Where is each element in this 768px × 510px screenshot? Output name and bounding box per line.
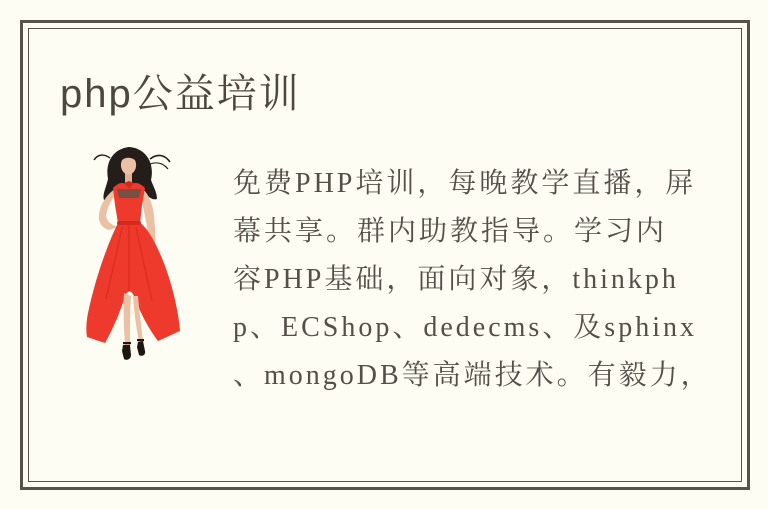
article-text [233,160,712,400]
model-illustration [84,143,190,375]
article-line-4: p、ECShop、dedecms、及sphinx [233,312,697,343]
article-line-2: 幕共享。群内助教指导。学习内 [233,216,668,247]
model-in-red-dress-photo [84,143,190,375]
article-line-5: 、mongoDB等高端技术。有毅力， [233,360,712,391]
page-title: php公益培训 [60,72,301,116]
article-line-3: 容PHP基础，面向对象，thinkph [233,264,679,295]
article-line-1: 免费PHP培训，每晚教学直播，屏 [233,168,697,199]
